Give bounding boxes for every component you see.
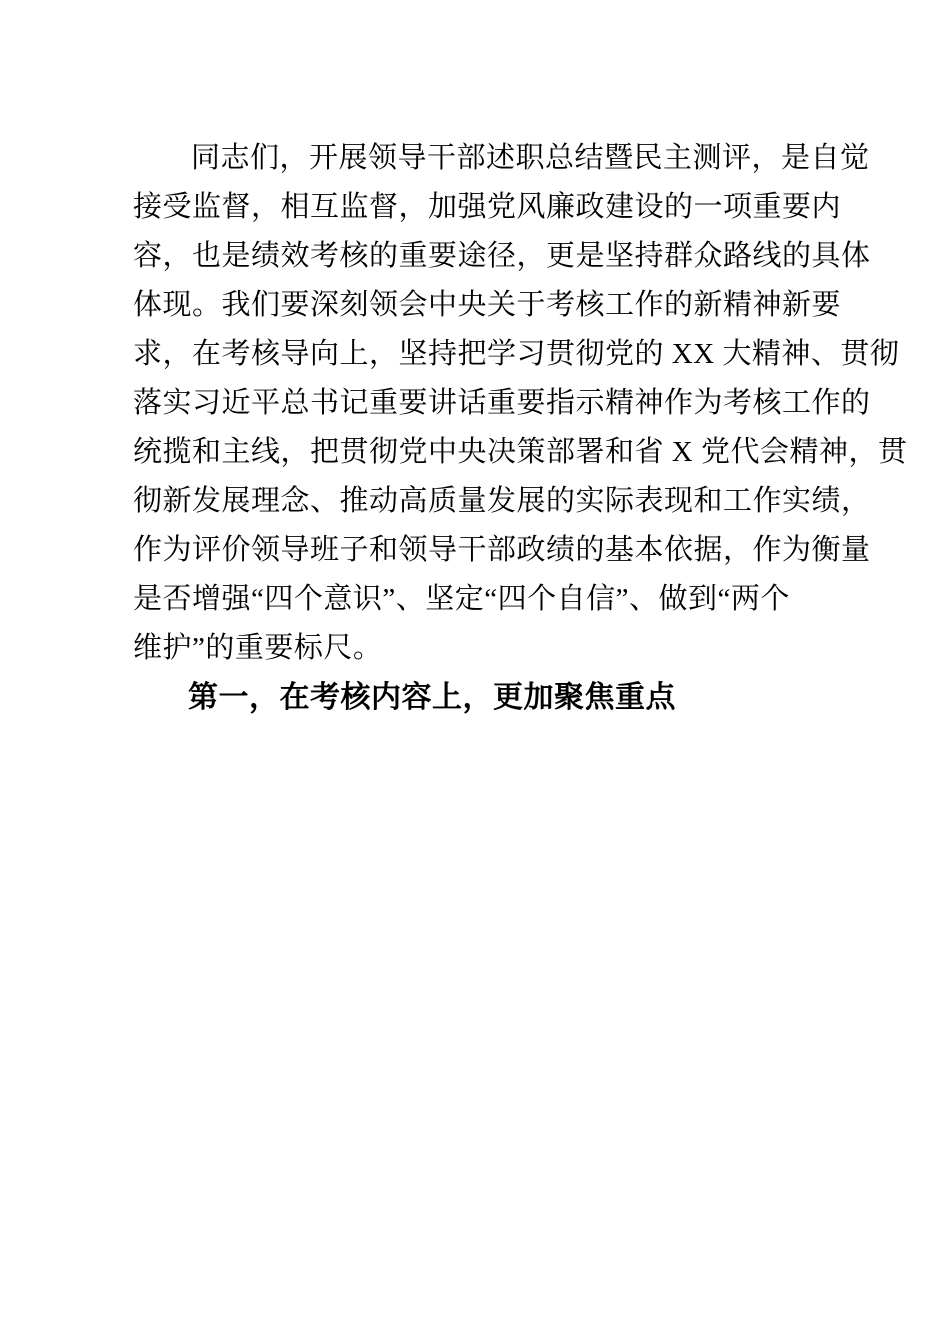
paragraph-line: 落实习近平总书记重要讲话重要指示精神作为考核工作的 bbox=[133, 387, 871, 419]
paragraph-line: 维护”的重要标尺。 bbox=[133, 632, 383, 664]
paragraph-line: 容，也是绩效考核的重要途径，更是坚持群众路线的具体 bbox=[133, 240, 871, 272]
paragraph-line: 体现。我们要深刻领会中央关于考核工作的新精神新要 bbox=[133, 289, 842, 321]
paragraph-line: 同志们，开展领导干部述职总结暨民主测评，是自觉 bbox=[191, 142, 870, 174]
paragraph-line: 接受监督，相互监督，加强党风廉政建设的一项重要内 bbox=[133, 191, 842, 223]
document-content bbox=[133, 134, 908, 722]
body-paragraph bbox=[133, 134, 908, 673]
paragraph-line: 求，在考核导向上，坚持把学习贯彻党的 XX 大精神、贯彻 bbox=[133, 338, 900, 370]
paragraph-line: 统揽和主线，把贯彻党中央决策部署和省 X 党代会精神，贯 bbox=[133, 436, 908, 468]
paragraph-line: 是否增强“四个意识”、坚定“四个自信”、做到“两个 bbox=[133, 583, 790, 615]
section-heading: 第一，在考核内容上，更加聚焦重点 bbox=[188, 681, 676, 714]
paragraph-line: 彻新发展理念、推动高质量发展的实际表现和工作实绩， bbox=[133, 485, 871, 517]
paragraph-line: 作为评价领导班子和领导干部政绩的基本依据，作为衡量 bbox=[133, 534, 871, 566]
